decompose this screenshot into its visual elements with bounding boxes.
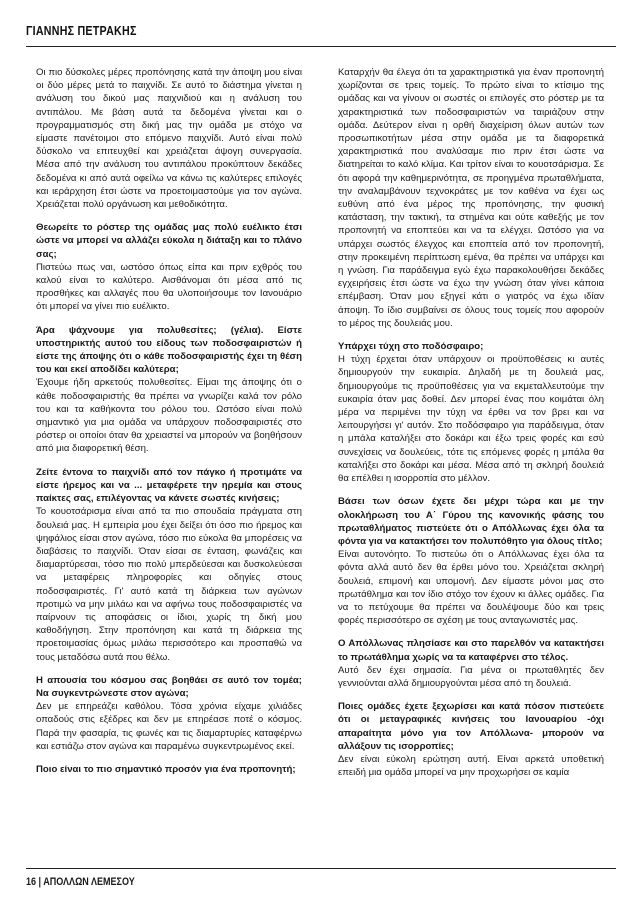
author-name: ΓΙΑΝΝΗΣ ΠΕΤΡΑΚΗΣ bbox=[26, 23, 137, 38]
left-column bbox=[36, 66, 302, 789]
interview-answer: Το κουοτσάρισμα είναι από τα πιο σπουδαία πράγματα στη δουλειά μας. Η εμπειρία μου έχει δείξει ότι όσο πιο ήρεμος και ψηφάλιος είσαι στον αγώνα, τόσο πιο εύκολα θα μπορέσεις να διαβάσεις το παιχνίδι. Όταν είσαι σε ένταση, φωνάζεις και διαμαρτύρεσαι, τόσο πιο πολύ μπερδεύεσαι και δυσκολεύεσαι να μεταφέρεις πληροφορίες και οδηγίες στους ποδοσφαιριστές. Γι' αυτό κατά τη διάρκεια των αγώνων προτιμώ να μην μιλάω και να αφήνω τους ποδοσφαιριστές να παίρνουν τις αποφάσεις οι ίδιοι, χωρίς τη δική μου καθοδήγηση. Στην προπόνηση και κατά τη διάρκεια της προετοιμασίας όμως μιλάω περισσότερο και προσπαθώ να τους μεταδόσω αυτά που θέλω. bbox=[36, 506, 302, 663]
right-column bbox=[338, 66, 604, 789]
interview-question: Υπάρχει τύχη στο ποδόσφαιρο; bbox=[338, 341, 484, 353]
interview-answer: Οι πιο δύσκολες μέρες προπόνησης κατά την άποψη μου είναι οι δύο μέρες μετά το παιχνίδι. Σε αυτό το διάστημα γίνεται η ανάλυση του δικού μας παιχνιδιού και η ανάλυση του αντιπάλου. Με βάση αυτά τα δεδομένα γίνεται και ο προγραμματισμός στη δική μας την ομάδα με στόχο να είμαστε πανέτοιμοι στο επόμενο παιχνίδι. Αυτό είναι πολύ δύσκολο να επιτευχθεί και χρειάζεται άψογη συνεργασία. Μέσα από την ανάλυση του αντιπάλου προκύπτουν δεκάδες δεδομένα κι από αυτά οφείλω να κάνω τις καλύτερες επιλογές και ιεράρχηση έτσι ώστε να προετοιμαστούμε για τον αγώνα. Χρειάζεται πολύ οργάνωση και μεθοδικότητα. bbox=[36, 67, 302, 211]
interview-answer: Καταρχήν θα έλεγα ότι τα χαρακτηριστικά για έναν προπονητή χωρίζονται σε τρεις τομείς. Το πρώτο είναι το κτίσιμο της ομάδας και να γίνουν οι σωστές οι επιλογές στο ρόστερ με τα χαρακτηριστικά των ποδοσφαιριστών να ταιριάζουν στην ομάδα. Δεύτερον είναι η ορθή διαχείριση όλων αυτών των προσωπικοτήτων μέσα στην ομάδα με τα διαφορετικά χαρακτηριστικά που αναλύσαμε πιο πριν έτσι ώστε να διατηρείται το καλό κλίμα. Και τρίτον είναι το κουοτσάρισμα. Σε ότι αφορά την καθημερινότητα, σε προηγμένα πρωταθλήματα, την αναλαμβάνουν τεχνοκράτες με τον καθένα να έχει ως ευθύνη από ένα μέρος της προπόνησης, την φυσική κατάσταση, την τακτική, τα στημένα και ούτε καθεξής με τον προπονητή να εποπτεύει και να τα ελέγχει. Ωστόσο για να υπάρχει σωστός έλεγχος και εποπτεία από τον προπονητή, στην προκειμένη περίπτωση εμένα, θα πρέπει να υπάρχει και η γνώση. Για παράδειγμα εγώ έχω παρακολουθήσει δεκάδες εγχειρήσεις έτσι ώστε να έχω την γνώση όταν γίνει κάποια επέμβαση. Όταν μου εξηγεί κάτι ο γιατρός να έχω ιδίαν άποψη. Το ίδιο συμβαίνει σε όλους τους τομείς που αφορούν το μέρος της δουλειάς μου. bbox=[338, 67, 604, 329]
footer-rule bbox=[26, 868, 616, 869]
interview-question: Βάσει των όσων έχετε δει μέχρι τώρα και με την ολοκλήρωση του Α΄ Γύρου της κανονικής φάσης του πρωταθλήματος πιστεύετε ότι ο Απόλλωνας έχει όλα τα φόντα για να κατακτήσει τον πολυπόθητο για όλους τίτλο; bbox=[338, 496, 604, 547]
interview-question: Ο Απόλλωνας πλησίασε και στο παρελθόν να κατακτήσει το πρωτάθλημα χωρίς να τα καταφέρνει στο τέλος. bbox=[338, 638, 604, 663]
interview-question: Ποιες ομάδες έχετε ξεχωρίσει και κατά πόσον πιστεύετε ότι οι μεταγραφικές κινήσεις του Ιανουαρίου -όχι απαραίτητα μόνο για τον Απόλλωνα- μπορούν να αλλάξουν τις ισορροπίες; bbox=[338, 701, 604, 752]
interview-question: Ποιο είναι το πιο σημαντικό προσόν για ένα προπονητή; bbox=[36, 763, 296, 775]
interview-answer: Δεν είναι εύκολη ερώτηση αυτή. Είναι αρκετά υποθετική επειδή μια ομάδα μπορεί να μην προχωρήσει σε καμία bbox=[338, 753, 604, 779]
interview-answer: Αυτό δεν έχει σημασία. Για μένα οι πρωταθλητές δεν γεννιούνται αλλά δημιουργούνται μέσα από τη δουλειά. bbox=[338, 664, 604, 689]
interview-question: Θεωρείτε το ρόστερ της ομάδας μας πολύ ευέλικτο έτσι ώστε να μπορεί να αλλάζει εύκολα η διάταξη και το πλάνο σας; bbox=[36, 222, 302, 260]
interview-answer: Η τύχη έρχεται όταν υπάρχουν οι προϋποθέσεις κι αυτές δημιουργούν την ευκαιρία. Δηλαδή με τη δουλειά μας, δημιουργούμε τις προϋποθέσεις για να εκμεταλλευτούμε την ευκαιρία όταν μας δοθεί. Δεν μπορεί ένας που κοιμάται όλη μέρα να περιμένει την τύχη να έρθει να τον βρει και να λειτουργήσει γι' αυτόν. Στο ποδόσφαιρο για παράδειγμα, όταν η μπάλα καταλήξει στο δοκάρι και έξω τρεις φορές και εσύ συνεχίσεις να δουλεύεις, τότε τις επόμενες φορές η μπάλα θα καταλήξει στο δοκάρι και μέσα. Μέσα από τη σκληρή δουλειά θα επέλθει η ισορροπία στο μέλλον. bbox=[338, 354, 604, 485]
interview-question: Άρα ψάχνουμε για πολυθεσίτες; (γέλια). Είστε υποστηρικτής αυτού του είδους των ποδοσφαιριστών ή είστε της άποψης ότι ο κάθε ποδοσφαιριστής έχει τη θέση του και εκεί αποδίδει καλύτερα; bbox=[36, 324, 302, 376]
interview-answer: Δεν με επηρεάζει καθόλου. Τόσα χρόνια είχαμε χιλιάδες οπαδούς στις εξέδρες και δεν με επηρέασε ποτέ ο κόσμος. Παρά την φασαρία, τις φωνές και τις διαμαρτυρίες καταφέρνω και εστιάζω στον αγώνα και παραμένω συγκεντρωμένος εκεί. bbox=[36, 701, 302, 752]
article-body bbox=[36, 66, 604, 789]
interview-answer: Πιστεύω πως ναι, ωστόσο όπως είπα και πριν εχθρός του καλού είναι το καλύτερο. Αισθάνομαι ότι μέσα από τις προσθήκες και αλλαγές που θα υλοποιήσουμε τον Ιανουάριο ότι μπορεί να γίνει πιο ευέλικτο. bbox=[36, 261, 302, 313]
interview-question: Η απουσία του κόσμου σας βοηθάει σε αυτό τον τομέα; Να συγκεντρώνεστε στον αγώνα; bbox=[36, 674, 302, 699]
page-label: 16 | ΑΠΟΛΛΩΝ ΛΕΜΕΣΟΥ bbox=[26, 876, 135, 888]
interview-answer: Έχουμε ήδη αρκετούς πολυθεσίτες. Είμαι της άποψης ότι ο κάθε ποδοσφαιριστής θα πρέπει να γνωρίζει καλά τον ρόλο του και τα καθήκοντα του ρόλου του. Ωστόσο είναι πολύ σημαντικό για μια ομάδα να υπάρχουν ποδοσφαιριστές στο ρόστερ οι οποίοι όταν θα χρειαστεί να μπορούν να βοηθήσουν από μια διαφορετική θέση. bbox=[36, 377, 302, 455]
header-rule bbox=[26, 46, 616, 47]
interview-answer: Είναι αυτονόητο. Το πιστεύω ότι ο Απόλλωνας έχει όλα τα φόντα αλλά αυτό δεν θα έρθει μόνο του. Χρειάζεται σκληρή δουλειά, επιμονή και υπομονή. Δεν είμαστε μόνοι μας στο πρωτάθλημα και τον ίδιο στόχο τον έχουν κι άλλες ομάδες. Για να το πετύχουμε θα πρέπει να δουλέψουμε δύο και τρεις φορές περισσότερο σε σχέση με τους ανταγωνιστές μας. bbox=[338, 549, 604, 627]
page-header bbox=[26, 22, 616, 40]
interview-question: Ζείτε έντονα το παιχνίδι από τον πάγκο ή προτιμάτε να είστε ήρεμος και να ... μεταφέρετε την ηρεμία και στους παίκτες σας, επιλέγοντας να κάνετε σωστές κινήσεις; bbox=[36, 466, 302, 505]
